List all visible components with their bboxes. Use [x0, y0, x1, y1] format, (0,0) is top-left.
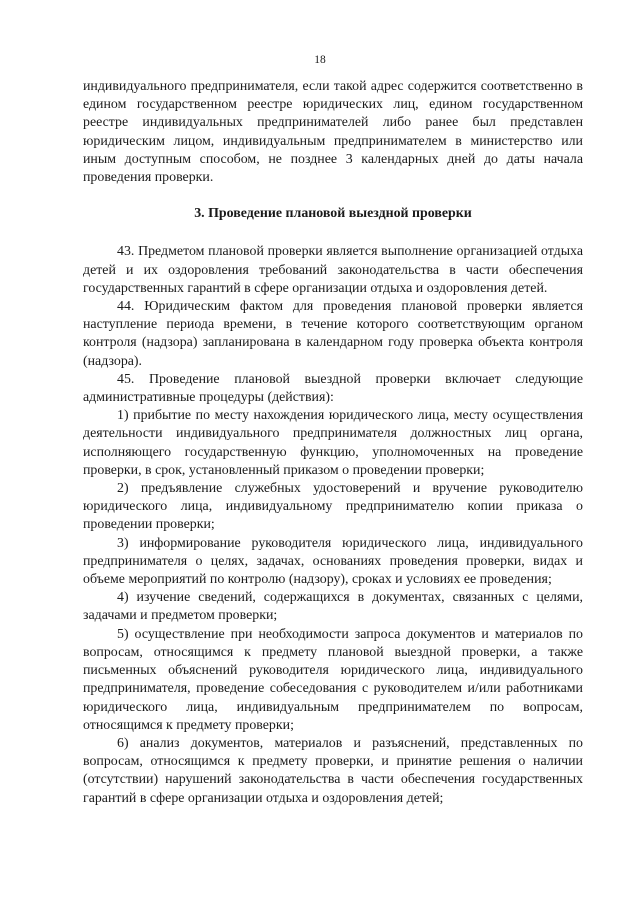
paragraph-44: 44. Юридическим фактом для проведения плановой проверки является наступление периода времени, в течение которого соответствующим органом контроля (надзора) запланирована в календарном году проверка объекта контроля (надзора).	[83, 299, 583, 369]
list-item-4: 4) изучение сведений, содержащихся в документах, связанных с целями, задачами и предметом проверки;	[83, 590, 583, 624]
document-body	[83, 78, 583, 808]
paragraph-43: 43. Предметом плановой проверки является выполнение организацией отдыха детей и их оздоровления требований законодательства в части обеспечения государственных гарантий в сфере организации отдыха и оздоровления детей.	[83, 244, 583, 296]
section-heading: 3. Проведение плановой выездной проверки	[194, 206, 472, 222]
list-item-1: 1) прибытие по месту нахождения юридического лица, месту осуществления деятельности индивидуального предпринимателя должностных лиц органа, исполняющего государственную функцию, уполномоченных на проведение проверки, в срок, установленный приказом о проведении проверки;	[83, 408, 583, 478]
list-item-6: 6) анализ документов, материалов и разъяснений, представленных по вопросам, относящимся к предмету проверки, и принятие решения о наличии (отсутствии) нарушений законодательства в части обеспечения государственных гарантий в сфере организации отдыха и оздоровления детей;	[83, 735, 583, 806]
page-number: 18	[314, 54, 326, 66]
paragraph-45: 45. Проведение плановой выездной проверки включает следующие административные процедуры (действия):	[83, 371, 583, 406]
list-item-5: 5) осуществление при необходимости запроса документов и материалов по вопросам, относящимся к предмету плановой выездной проверки, а также письменных объяснений руководителя юридического лица, индивидуального предпринимателя, проведение собеседования с руководителем и/или работниками юридического лица, индивидуальным предпринимателем по вопросам, относящимся к предмету проверки;	[83, 626, 583, 733]
list-item-3: 3) информирование руководителя юридического лица, индивидуального предпринимателя о целях, задачах, основаниях проведения проверки, видах и объеме мероприятий по контролю (надзору), сроках и условиях ее проведения;	[83, 535, 583, 588]
list-item-2: 2) предъявление служебных удостоверений и вручение руководителю юридического лица, индивидуальному предпринимателю копии приказа о проведении проверки;	[83, 481, 583, 533]
paragraph-continuation: индивидуального предпринимателя, если такой адрес содержится соответственно в едином государственном реестре юридических лиц, едином государственном реестре индивидуальных предпринимателей либо ранее был представлен юридическим лицом, индивидуальным предпринимателем в министерство или иным доступным способом, не позднее 3 календарных дней до даты начала проведения проверки.	[83, 79, 583, 186]
